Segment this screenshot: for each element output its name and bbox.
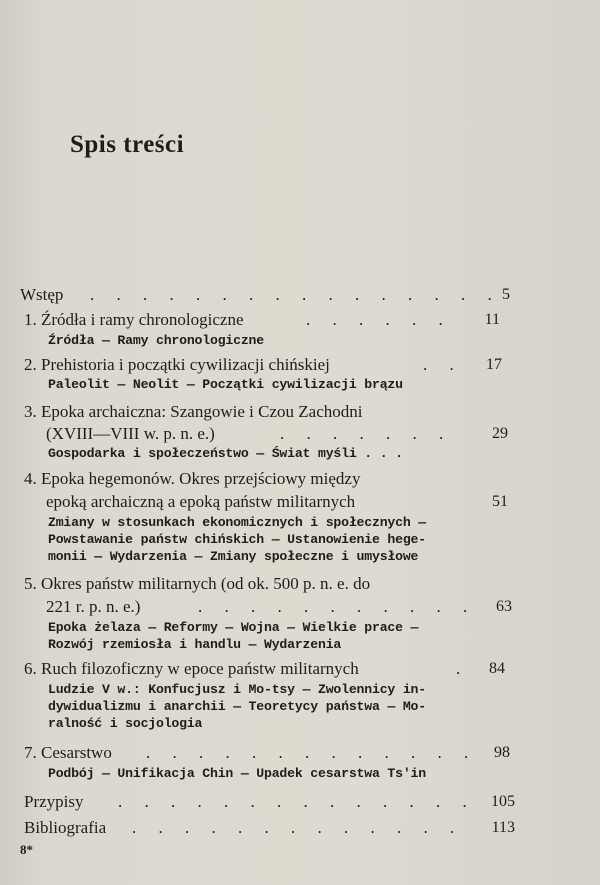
toc-subentry: Zmiany w stosunkach ekonomicznych i społecznych —	[48, 515, 426, 530]
toc-page-number: 63	[496, 598, 512, 615]
toc-leader: . . . . . .	[306, 310, 452, 329]
toc-leader: . . . . . . . . . . . . . .	[118, 792, 476, 811]
signature-mark: 8*	[20, 842, 33, 857]
toc-page-number: 84	[489, 660, 505, 677]
toc-leader: .	[456, 659, 470, 678]
toc-subentry: Epoka żelaza — Reformy — Wojna — Wielkie prace —	[48, 620, 419, 635]
toc-leader: . . . . . . . . . . . . .	[132, 818, 464, 837]
toc-entry-3: 3. Epoka archaiczna: Szangowie i Czou Zachodni	[24, 402, 363, 421]
page-title: Spis treści	[70, 131, 185, 158]
toc-page-number: 5	[502, 286, 510, 303]
toc-entry-6: 6. Ruch filozoficzny w epoce państw militarnych	[24, 659, 359, 678]
toc-entry-5-cont: 221 r. p. n. e.)	[46, 597, 141, 616]
toc-leader: . . . . . . . . . . . . .	[146, 743, 478, 762]
toc-entry-1: 1. Źródła i ramy chronologiczne	[24, 310, 244, 329]
toc-page-number: 113	[491, 819, 515, 836]
toc-leader: . .	[423, 355, 463, 374]
toc-entry-4: 4. Epoka hegemonów. Okres przejściowy między	[24, 469, 361, 488]
toc-entry-bibliografia: Bibliografia	[24, 818, 107, 837]
toc-leader: . . . . . . . . . . . . . . . .	[90, 285, 501, 304]
toc-page-number: 29	[492, 425, 508, 442]
toc-entry-3-cont: (XVIII—VIII w. p. n. e.)	[46, 424, 215, 443]
toc-subentry: Powstawanie państw chińskich — Ustanowienie hege-	[48, 532, 426, 547]
toc-page-number: 105	[491, 793, 515, 810]
toc-entry-5: 5. Okres państw militarnych (od ok. 500 p. n. e. do	[24, 574, 371, 593]
toc-leader: . . . . . . . . . . .	[198, 597, 477, 616]
toc-subentry: Źródła — Ramy chronologiczne	[48, 333, 264, 348]
toc-subentry: ralność i socjologia	[48, 716, 203, 731]
toc-subentry: Paleolit — Neolit — Początki cywilizacji brązu	[48, 377, 403, 392]
toc-page-number: 51	[492, 493, 508, 510]
toc-subentry: dywidualizmu i anarchii — Teoretycy państwa — Mo-	[48, 699, 426, 714]
toc-subentry: monii — Wydarzenia — Zmiany społeczne i umysłowe	[48, 549, 419, 564]
toc-page-number: 11	[484, 311, 500, 328]
toc-subentry: Podbój — Unifikacja Chin — Upadek cesarstwa Ts'in	[48, 766, 426, 781]
toc-leader: . . . . . . .	[280, 424, 453, 443]
toc-entry-przypisy: Przypisy	[24, 792, 84, 811]
toc-subentry: Ludzie V w.: Konfucjusz i Mo-tsy — Zwolennicy in-	[48, 682, 426, 697]
toc-entry-wstep: Wstęp	[20, 285, 64, 304]
toc-subentry: Rozwój rzemiosła i handlu — Wydarzenia	[48, 637, 342, 652]
toc-subentry: Gospodarka i społeczeństwo — Świat myśli . . .	[48, 446, 403, 461]
toc-entry-7: 7. Cesarstwo	[24, 743, 112, 762]
toc-entry-4-cont: epoką archaiczną a epoką państw militarnych	[46, 492, 356, 511]
toc-entry-2: 2. Prehistoria i początki cywilizacji chińskiej	[24, 355, 330, 374]
toc-page-number: 17	[486, 356, 502, 373]
toc-page-number: 98	[494, 744, 510, 761]
